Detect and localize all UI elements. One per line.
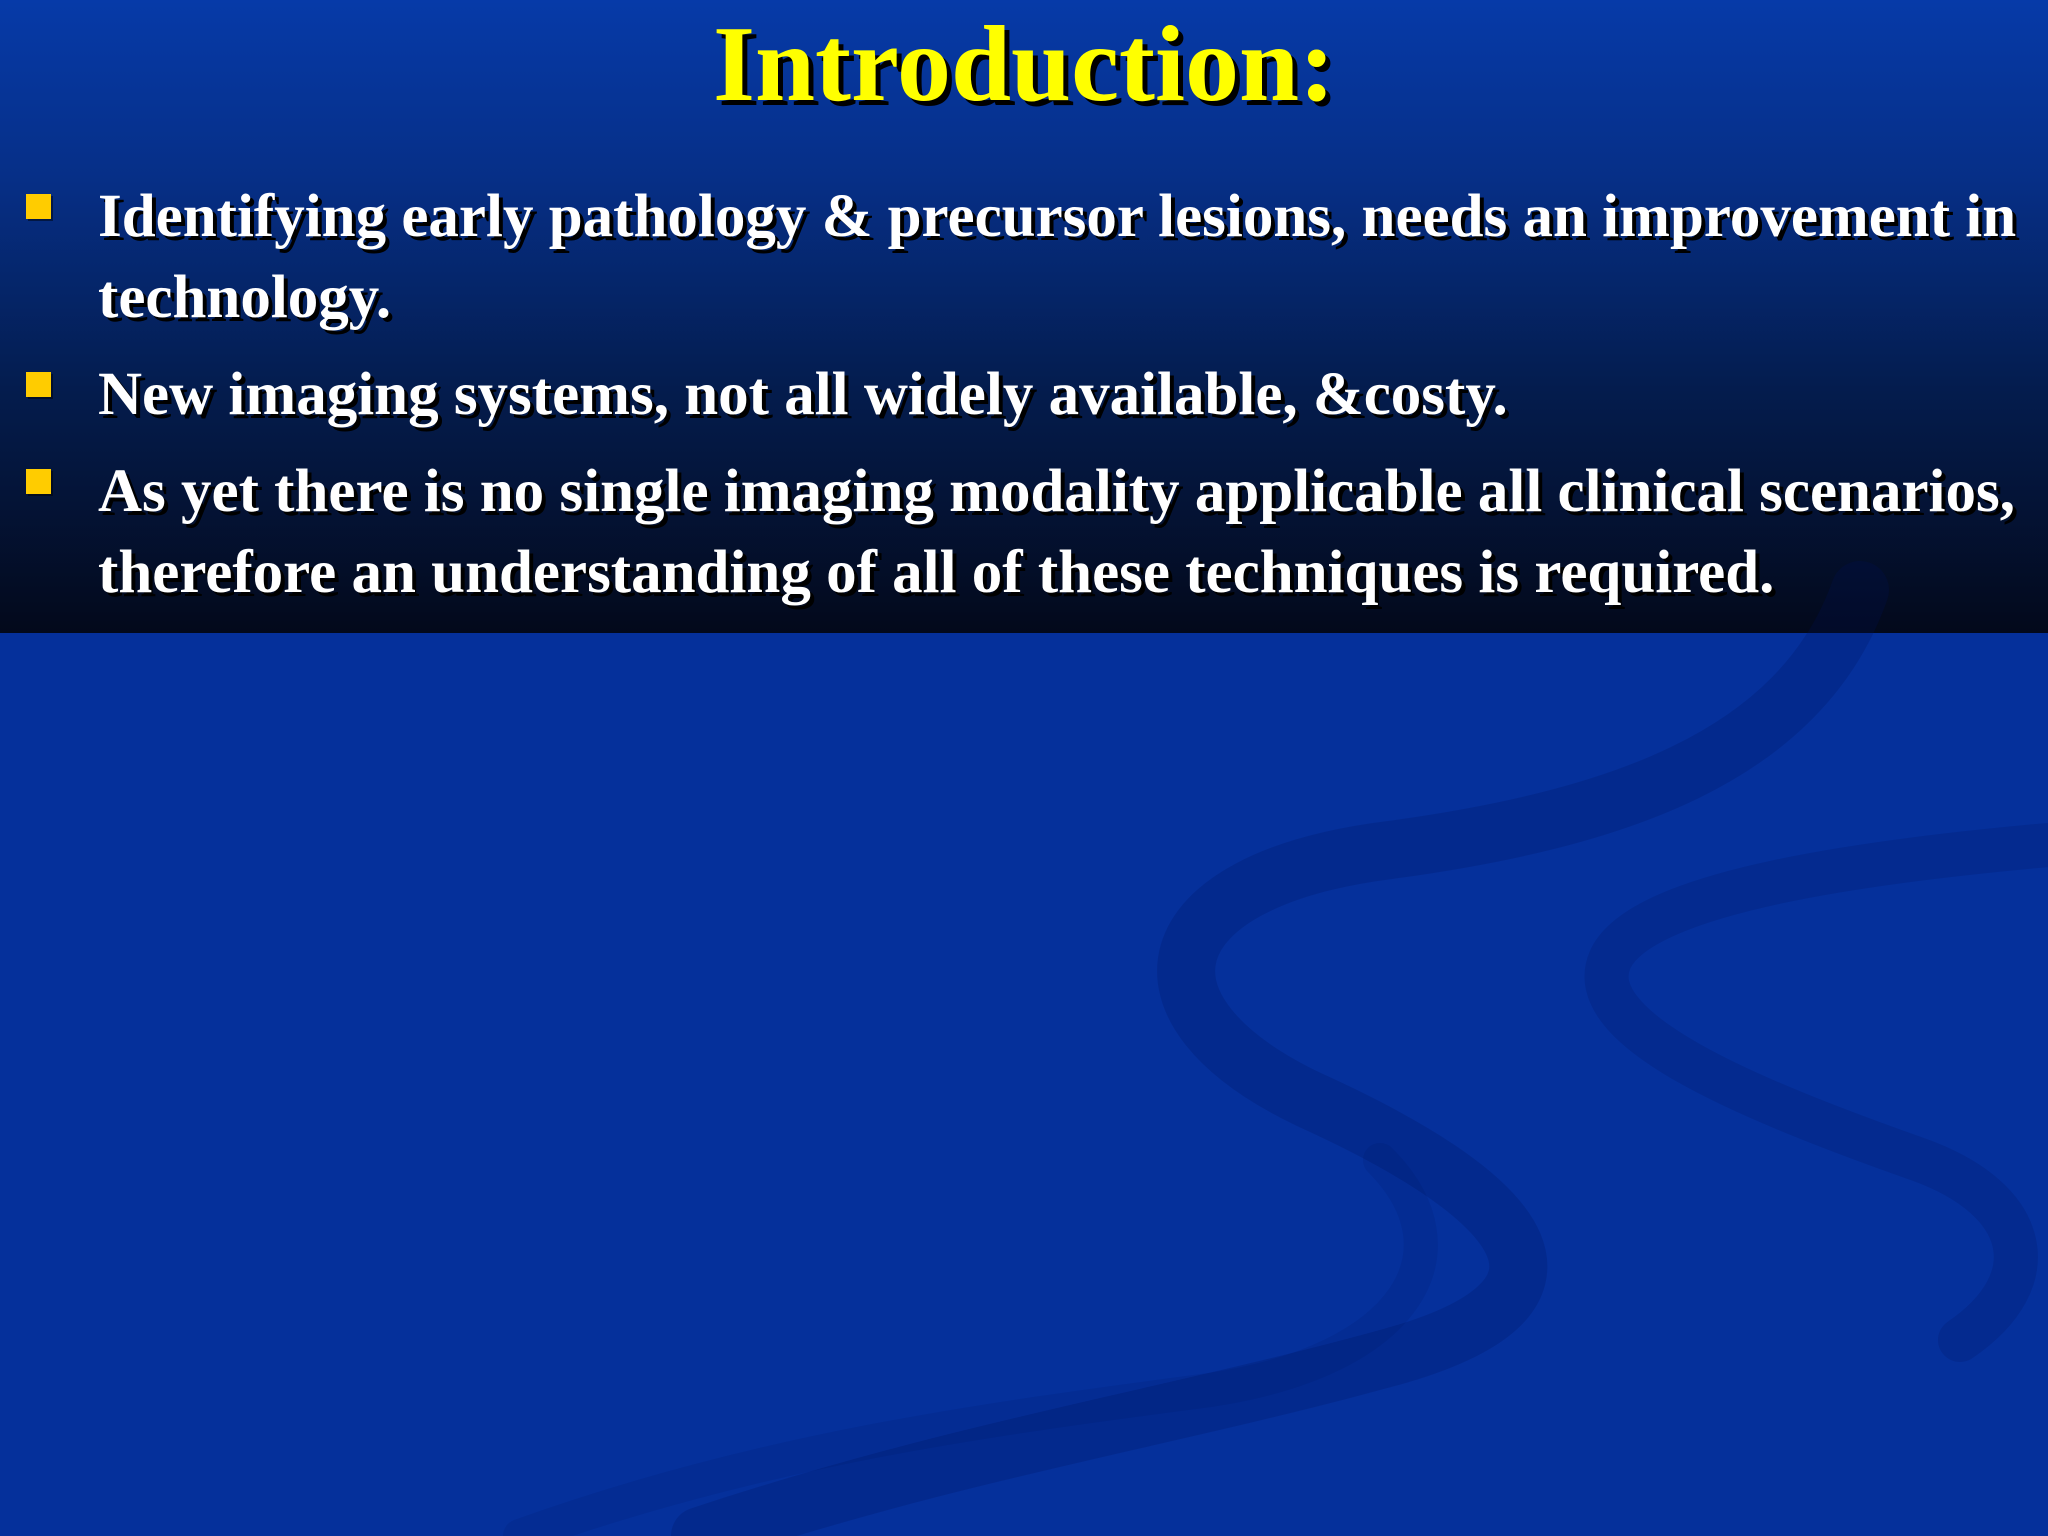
square-bullet-icon — [26, 194, 51, 219]
bullet-item — [0, 354, 2048, 435]
square-bullet-icon — [26, 372, 51, 397]
bullet-list — [0, 176, 2048, 629]
square-bullet-icon — [26, 469, 51, 494]
bullet-text: As yet there is no single imaging modality applicable all clinical scenarios, therefore an understanding of all of these techniques is required. — [98, 458, 2015, 606]
slide-title: Introduction: — [712, 5, 1336, 124]
bullet-text: Identifying early pathology & precursor lesions, needs an improvement in technology. — [98, 183, 2017, 331]
bullet-item — [0, 451, 2048, 613]
bullet-text: New imaging systems, not all widely available, &costy. — [98, 361, 1508, 428]
bullet-item — [0, 176, 2048, 338]
